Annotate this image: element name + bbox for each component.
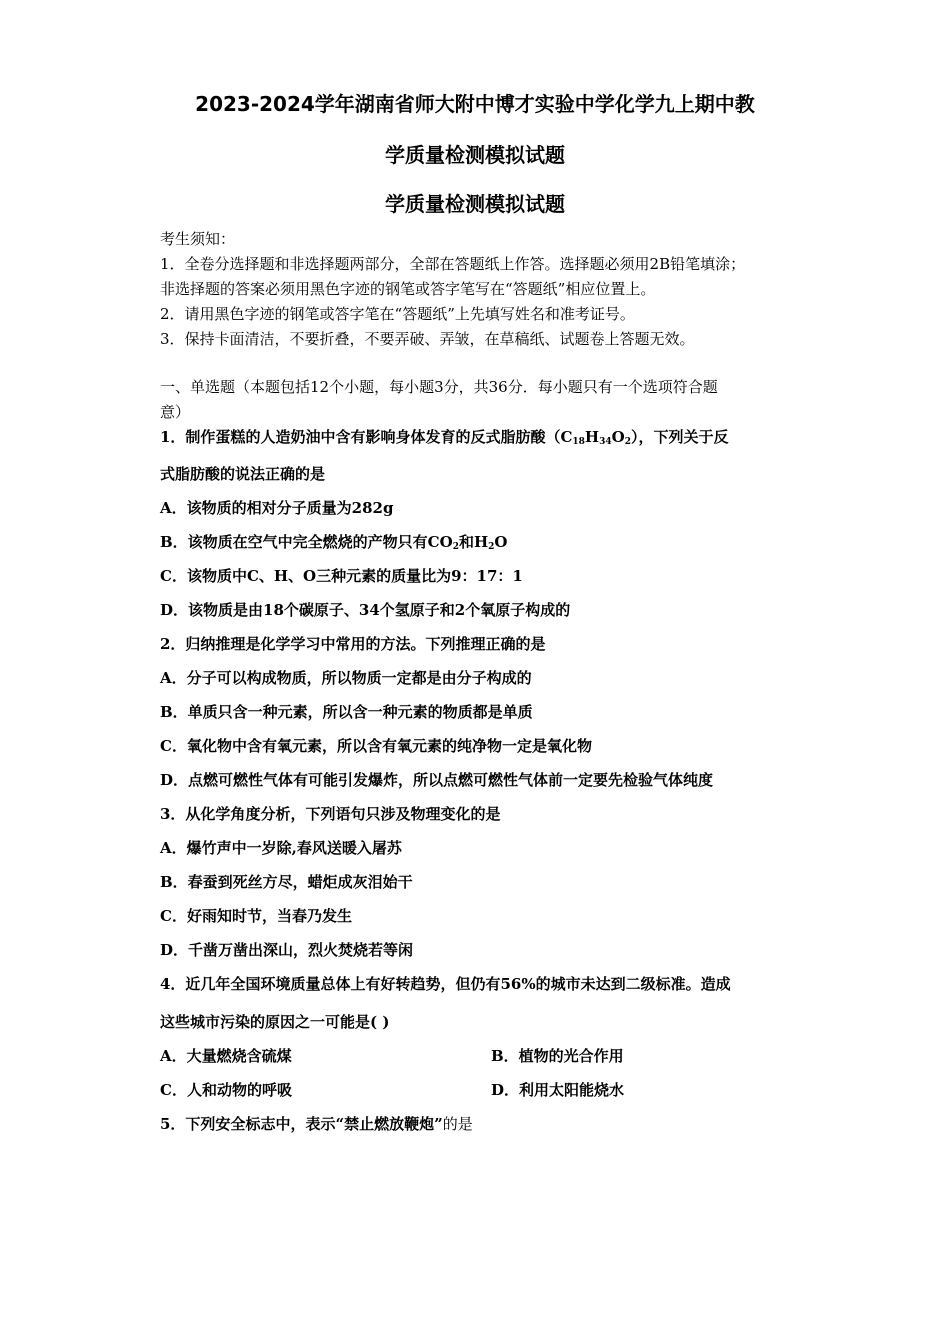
q1-stem-post: ），下列关于反 bbox=[630, 428, 729, 446]
q5-stem bbox=[160, 1113, 473, 1134]
q1-b-sub2: 2 bbox=[488, 542, 495, 552]
q4-option-b: B．植物的光合作用 bbox=[491, 1047, 624, 1065]
notice-heading: 考生须知： bbox=[160, 230, 236, 248]
q1-option-d: D．该物质是由18个碳原子、34个氢原子和2个氧原子构成的 bbox=[160, 601, 571, 619]
q4-option-a: A．大量燃烧含硫煤 bbox=[160, 1047, 292, 1065]
q2-option-b: B．单质只含一种元素，所以含一种元素的物质都是单质 bbox=[160, 703, 533, 721]
q3-option-c: C．好雨知时节，当春乃发生 bbox=[160, 907, 352, 925]
q1-option-c: C．该物质中C、H、O三种元素的质量比为9：17：1 bbox=[160, 567, 523, 585]
q5-stem-normal: 的是 bbox=[442, 1115, 473, 1133]
q3-option-d: D．千凿万凿出深山，烈火焚烧若等闲 bbox=[160, 941, 414, 959]
q2-option-c: C．氧化物中含有氧元素，所以含有氧元素的纯净物一定是氧化物 bbox=[160, 737, 592, 755]
notice-item-1-cont: 非选择题的答案必须用黑色字迹的钢笔或答字笔写在“答题纸”相应位置上。 bbox=[160, 280, 656, 298]
q3-option-b: B．春蚕到死丝方尽，蜡炬成灰泪始干 bbox=[160, 873, 413, 891]
title-line-2: 学质量检测模拟试题 bbox=[385, 143, 565, 167]
q1-sub-c: 18 bbox=[572, 437, 585, 447]
q1-b-pre: B．该物质在空气中完全燃烧的产物只有CO bbox=[160, 533, 453, 551]
q2-stem: 2．归纳推理是化学学习中常用的方法。下列推理正确的是 bbox=[160, 635, 546, 653]
q3-stem: 3．从化学角度分析，下列语句只涉及物理变化的是 bbox=[160, 805, 501, 823]
notice-item-1: 1．全卷分选择题和非选择题两部分，全部在答题纸上作答。选择题必须用2B铅笔填涂； bbox=[160, 255, 746, 273]
q1-b-sub1: 2 bbox=[452, 542, 459, 552]
q2-option-d: D．点燃可燃性气体有可能引发爆炸，所以点燃可燃性气体前一定要先检验气体纯度 bbox=[160, 771, 714, 789]
q1-h: H bbox=[584, 428, 600, 446]
q1-stem-cont: 式脂肪酸的说法正确的是 bbox=[160, 465, 326, 483]
q1-o: O bbox=[611, 428, 625, 446]
q4-option-c: C．人和动物的呼吸 bbox=[160, 1081, 292, 1099]
q1-sub-h: 34 bbox=[599, 437, 612, 447]
q3-option-a: A．爆竹声中一岁除,春风送暖入屠苏 bbox=[160, 839, 402, 857]
q1-option-b bbox=[160, 531, 507, 552]
notice-item-2: 2．请用黑色字迹的钢笔或答字笔在“答题纸”上先填写姓名和准考证号。 bbox=[160, 305, 635, 323]
q5-stem-bold: 5．下列安全标志中，表示“禁止燃放鞭炮” bbox=[160, 1115, 443, 1133]
notice-item-3: 3．保持卡面清洁，不要折叠，不要弄破、弄皱，在草稿纸、试题卷上答题无效。 bbox=[160, 330, 695, 348]
q1-b-post: O bbox=[494, 533, 508, 551]
section-heading: 一、单选题（本题包括12个小题，每小题3分，共36分．每小题只有一个选项符合题 bbox=[160, 378, 718, 396]
q1-option-a: A．该物质的相对分子质量为282g bbox=[160, 499, 394, 517]
q1-sub-o: 2 bbox=[624, 437, 631, 447]
q1-stem-pre: 1．制作蛋糕的人造奶油中含有影响身体发育的反式脂肪酸（C bbox=[160, 428, 573, 446]
q4-stem: 4．近几年全国环境质量总体上有好转趋势，但仍有56%的城市未达到二级标准。造成 bbox=[160, 975, 731, 993]
q1-b-mid: 和H bbox=[458, 533, 489, 551]
q4-stem-cont: 这些城市污染的原因之一可能是( ) bbox=[160, 1013, 390, 1031]
section-heading-cont: 意） bbox=[160, 403, 191, 421]
q2-option-a: A．分子可以构成物质，所以物质一定都是由分子构成的 bbox=[160, 669, 532, 687]
title-line-3: 学质量检测模拟试题 bbox=[385, 192, 565, 216]
title-line-1: 2023-2024学年湖南省师大附中博才实验中学化学九上期中教 bbox=[195, 92, 755, 116]
q4-option-d: D．利用太阳能烧水 bbox=[491, 1081, 625, 1099]
q1-stem bbox=[160, 426, 729, 447]
